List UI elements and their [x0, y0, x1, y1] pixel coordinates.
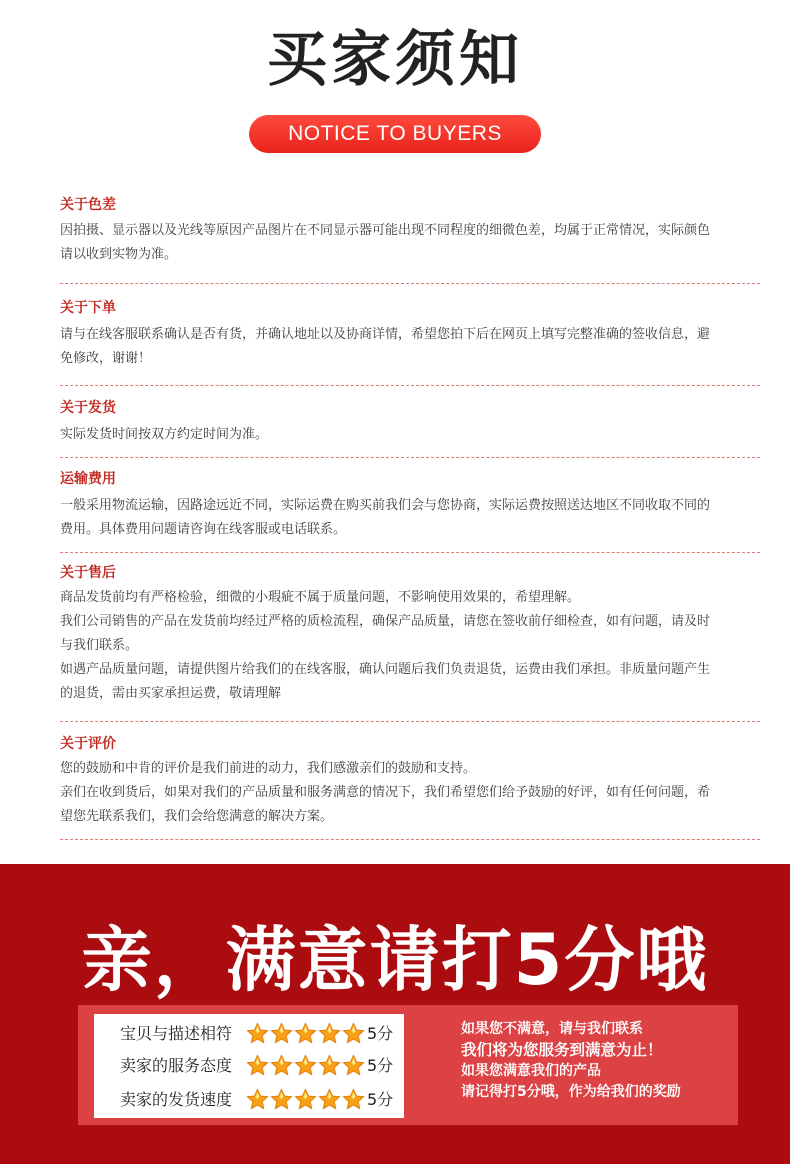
star-icon — [294, 1088, 317, 1111]
rating-card — [94, 1014, 404, 1118]
section-line: 请以收到实物为准。 — [60, 247, 178, 262]
section-line: 一般采用物流运输，因路途远近不同，实际运费在购买前我们会与您协商，实际运费按照送达地区不同收取不同的 — [60, 498, 711, 513]
section-shipping — [60, 386, 760, 458]
section-line: 费用。具体费用问题请咨询在线客服或电话联系。 — [60, 522, 347, 537]
section-title: 关于下单 — [60, 300, 116, 316]
section-body — [60, 323, 760, 371]
rating-note-line: 我们将为您服务到满意为止！ — [461, 1041, 663, 1059]
section-line: 我们公司销售的产品在发货前均经过严格的质检流程，确保产品质量，请您在签收前仔细检查，如有问题，请及时 — [60, 614, 711, 629]
star-icon — [342, 1054, 365, 1077]
rating-box — [78, 1005, 738, 1125]
star-icon — [294, 1022, 317, 1045]
star-icon — [246, 1022, 269, 1045]
rating-label: 卖家的发货速度 — [120, 1090, 233, 1109]
notice-sections — [60, 190, 760, 840]
section-line: 与我们联系。 — [60, 638, 139, 653]
rating-note-line: 如果您不满意，请与我们联系 — [461, 1021, 643, 1037]
section-line: 亲们在收到货后，如果对我们的产品质量和服务满意的情况下，我们希望您们给予鼓励的好评，如有任何问题，希 — [60, 785, 711, 800]
section-line: 免修改，谢谢！ — [60, 351, 152, 366]
section-line: 的退货，需由买家承担运费，敬请理解 — [60, 686, 282, 701]
section-ordering — [60, 284, 760, 386]
star-icon — [246, 1054, 269, 1077]
section-line: 请与在线客服联系确认是否有货，并确认地址以及协商详情，希望您拍下后在网页上填写完整准确的签收信息，避 — [60, 327, 711, 342]
star-icon — [342, 1088, 365, 1111]
star-rating — [246, 1054, 366, 1078]
star-icon — [318, 1054, 341, 1077]
star-icon — [342, 1022, 365, 1045]
star-icon — [246, 1088, 269, 1111]
star-icon — [270, 1054, 293, 1077]
rating-row-delivery — [94, 1084, 404, 1116]
section-line: 望您先联系我们，我们会给您满意的解决方案。 — [60, 809, 334, 824]
star-icon — [270, 1088, 293, 1111]
section-line: 如遇产品质量问题，请提供图片给我们的在线客服，确认问题后我们负责退货，运费由我们承担。非质量问题产生 — [60, 662, 711, 677]
section-title: 关于售后 — [60, 565, 116, 581]
star-rating — [246, 1088, 366, 1112]
section-title: 关于色差 — [60, 197, 116, 213]
section-line: 因拍摄、显示器以及光线等原因产品图片在不同显示器可能出现不同程度的细微色差，均属于正常情况，实际颜色 — [60, 223, 711, 238]
star-icon — [294, 1054, 317, 1077]
section-body — [60, 586, 760, 706]
section-reviews — [60, 722, 760, 840]
section-line: 您的鼓励和中肯的评价是我们前进的动力，我们感激亲们的鼓励和支持。 — [60, 761, 477, 776]
section-title: 关于评价 — [60, 736, 116, 752]
rating-note — [461, 1019, 731, 1103]
rating-score: 5分 — [367, 1024, 394, 1043]
rating-row-service — [94, 1050, 404, 1082]
rating-label: 宝贝与描述相符 — [120, 1024, 233, 1043]
star-icon — [318, 1022, 341, 1045]
star-icon — [318, 1088, 341, 1111]
rating-note-line: 请记得打5分哦，作为给我们的奖励 — [461, 1084, 681, 1100]
rating-note-line: 如果您满意我们的产品 — [461, 1063, 601, 1079]
section-line: 实际发货时间按双方约定时间为准。 — [60, 427, 269, 442]
rating-score: 5分 — [367, 1056, 394, 1075]
rating-row-description — [94, 1018, 404, 1050]
section-line: 商品发货前均有严格检验，细微的小瑕疵不属于质量问题，不影响使用效果的，希望理解。 — [60, 590, 581, 605]
section-title: 运输费用 — [60, 471, 116, 487]
section-freight — [60, 458, 760, 553]
star-rating — [246, 1022, 366, 1046]
section-body — [60, 423, 760, 447]
section-body — [60, 494, 760, 542]
banner-headline: 亲，满意请打5分哦 — [81, 919, 709, 1001]
rating-label: 卖家的服务态度 — [120, 1056, 233, 1075]
page-title: 买家须知 — [267, 25, 523, 95]
rating-score: 5分 — [367, 1090, 394, 1109]
section-color-difference — [60, 190, 760, 284]
notice-badge: NOTICE TO BUYERS — [249, 115, 541, 153]
section-title: 关于发货 — [60, 400, 116, 416]
section-body — [60, 219, 760, 267]
section-body — [60, 757, 760, 829]
header — [0, 0, 790, 170]
rating-banner — [0, 864, 790, 1164]
section-after-sales — [60, 553, 760, 722]
star-icon — [270, 1022, 293, 1045]
